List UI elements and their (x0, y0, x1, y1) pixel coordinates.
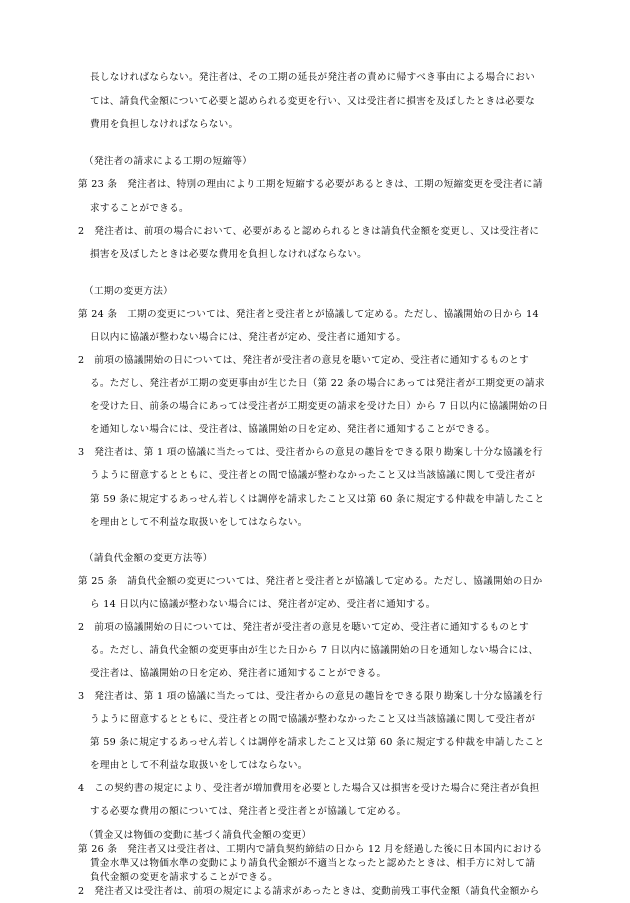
text-line: 費用を負担しなければならない。 (90, 119, 239, 130)
paragraph-line: 2 発注者又は受注者は、前項の規定による請求があったときは、変動前残工事代金額（請負代金額から (78, 886, 540, 897)
text-line: る。ただし、発注者が工期の変更事由が生じた日（第 22 条の場合にあっては発注者が工期変更の請求 (90, 378, 545, 389)
article-line: 第 25 条 請負代金額の変更については、発注者と受注者とが協議して定める。ただし、協議開始の日か (78, 576, 543, 587)
paragraph-line: 4 この契約書の規定により、受注者が増加費用を必要とした場合又は損害を受けた場合に発注者が負担 (78, 783, 540, 794)
article-line: 第 26 条 発注者又は受注者は、工期内で請負契約締結の日から 12 月を経過した後に日本国内における (78, 844, 543, 855)
text-line: る。ただし、請負代金額の変更事由が生じた日から 7 日以内に協議開始の日を通知しない場合には、 (90, 645, 539, 656)
paragraph-line: 2 前項の協議開始の日については、発注者が受注者の意見を聴いて定め、受注者に通知するものとす (78, 355, 530, 366)
text-line: 負代金額の変更を請求することができる。 (90, 872, 278, 883)
paragraph-line: 2 発注者は、前項の場合において、必要があると認められるときは請負代金額を変更し、又は受注者に (78, 226, 540, 237)
paragraph-line: 3 発注者は、第 1 項の協議に当たっては、受注者からの意見の趣旨をできる限り勘案し十分な協議を行 (78, 691, 543, 702)
text-line: うように留意するとともに、受注者との間で協議が整わなかったこと又は当該協議に関して受注者が (90, 470, 536, 481)
text-line: 第 59 条に規定するあっせん若しくは調停を請求したこと又は第 60 条に規定する仲裁を申請したこと (90, 494, 545, 505)
article-line: 第 24 条 工期の変更については、発注者と受注者とが協議して定める。ただし、協議開始の日から 14 (78, 309, 539, 320)
text-line: 長しなければならない。発注者は、その工期の延長が発注者の責めに帰すべき事由による場合におい (90, 72, 536, 83)
text-line: を理由として不利益な取扱いをしてはならない。 (90, 517, 308, 528)
text-line: うように留意するとともに、受注者との間で協議が整わなかったこと又は当該協議に関して受注者が (90, 714, 536, 725)
text-line: 第 59 条に規定するあっせん若しくは調停を請求したこと又は第 60 条に規定する仲裁を申請したこと (90, 737, 545, 748)
text-line: を受けた日、前条の場合にあっては受注者が工期変更の請求を受けた日）から 7 日以内に協議開始の日 (90, 401, 549, 412)
text-line: する必要な費用の額については、発注者と受注者とが協議して定める。 (90, 806, 407, 817)
text-line: 日以内に協議が整わない場合には、発注者が定め、受注者に通知する。 (90, 332, 407, 343)
text-line: ら 14 日以内に協議が整わない場合には、発注者が定め、受注者に通知する。 (90, 599, 436, 610)
section-heading: （請負代金額の変更方法等） (84, 553, 213, 564)
section-heading: （賃金又は物価の変動に基づく請負代金額の変更） (84, 830, 312, 841)
article-line: 第 23 条 発注者は、特別の理由により工期を短縮する必要があるときは、工期の短縮変更を受注者に請 (78, 179, 543, 190)
text-line: ては、請負代金額について必要と認められる変更を行い、又は受注者に損害を及ぼしたときは必要な (90, 96, 536, 107)
text-line: を理由として不利益な取扱いをしてはならない。 (90, 760, 308, 771)
section-heading: （発注者の請求による工期の短縮等） (84, 156, 253, 167)
text-line: を通知しない場合には、受注者は、協議開始の日を定め、発注者に通知することができる。 (90, 424, 496, 435)
paragraph-line: 2 前項の協議開始の日については、発注者が受注者の意見を聴いて定め、受注者に通知するものとす (78, 622, 530, 633)
text-line: 受注者は、協議開始の日を定め、発注者に通知することができる。 (90, 668, 387, 679)
text-line: 求することができる。 (90, 203, 189, 214)
text-line: 損害を及ぼしたときは必要な費用を負担しなければならない。 (90, 249, 368, 260)
text-line: 賃金水準又は物価水準の変動により請負代金額が不適当となったと認めたときは、相手方に対して請 (90, 858, 536, 869)
section-heading: （工期の変更方法） (84, 286, 174, 297)
paragraph-line: 3 発注者は、第 1 項の協議に当たっては、受注者からの意見の趣旨をできる限り勘案し十分な協議を行 (78, 447, 543, 458)
